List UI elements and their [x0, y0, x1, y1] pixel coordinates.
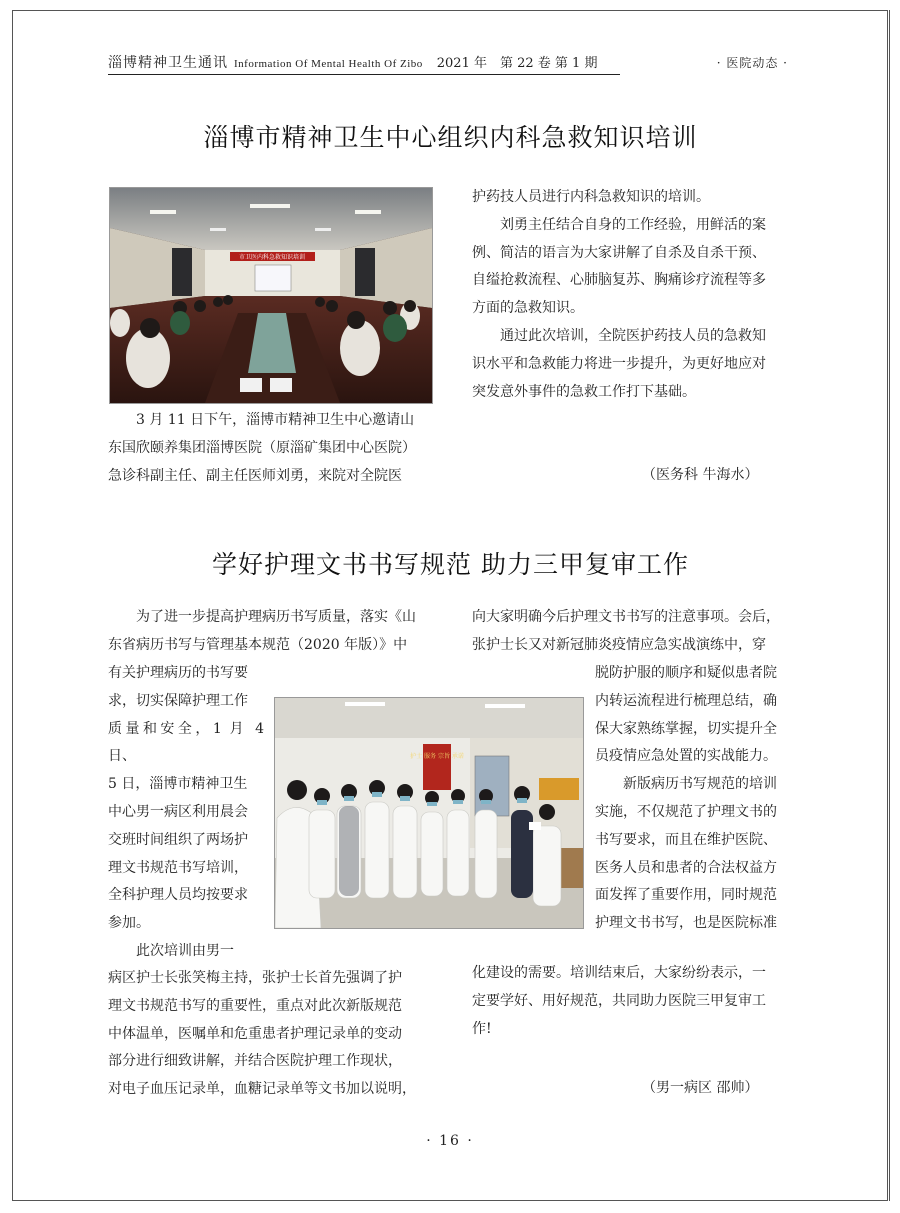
article2-left-bottom — [108, 965, 430, 1104]
page-header — [108, 54, 788, 74]
article2-title: 学好护理文书书写规范 助力三甲复审工作 — [212, 550, 689, 579]
article2-right-line: 内转运流程进行梳理总结，确 — [595, 692, 777, 709]
article2-right-bottom — [472, 960, 792, 1043]
article2-left-line: 为了进一步提高护理病历书写质量，落实《山 — [136, 609, 416, 625]
section-label: · 医院动态 · — [716, 56, 788, 70]
article2-left-narrow — [108, 660, 264, 966]
article2-right-line: 面发挥了重要作用，同时规范 — [595, 887, 777, 904]
article2-right-line: 医务人员和患者的合法权益方 — [595, 859, 777, 876]
article2-left-line: 交班时间组织了两场护 — [108, 831, 248, 848]
article2-right-line: 保大家熟练掌握，切实提升全 — [595, 720, 777, 737]
article2-right-line: 化建设的需要。培训结束后，大家纷纷表示，一 — [472, 965, 766, 981]
article1-right-line: 识水平和急救能力将进一步提升，为更好地应对 — [472, 355, 766, 372]
article2-signature: （男一病区 邵帅） — [642, 1080, 759, 1096]
article2-right-line: 护理文书书写，也是医院标准 — [595, 915, 777, 932]
right-border-rule — [889, 10, 890, 1201]
article2-right-line: 定要学好、用好规范，共同助力医院三甲复审工 — [472, 992, 766, 1009]
article2-right-line: 张护士长又对新冠肺炎疫情应急实战演练中，穿 — [472, 636, 766, 653]
article2-right-top — [472, 604, 792, 660]
article1-left-line: 急诊科副主任、副主任医师刘勇，来院对全院医 — [108, 467, 402, 484]
article2-left-line: 求，切实保障护理工作 — [108, 692, 248, 709]
article2-right-line: 新版病历书写规范的培训 — [623, 776, 777, 793]
article2-left-line: 病区护士长张笑梅主持，张护士长首先强调了护 — [108, 970, 402, 986]
article1-right-line: 例、简洁的语言为大家讲解了自杀及自杀干预、 — [472, 244, 766, 261]
article1-left-line: 3 月 11 日下午，淄博市精神卫生中心邀请山 — [136, 412, 415, 428]
journal-english-name: Information Of Mental Health Of Zibo — [234, 58, 423, 70]
article2-left-line: 质量和安全，1 月 4 日、 — [108, 720, 264, 765]
issue-info: 2021 年 第 22 卷 第 1 期 — [436, 56, 598, 71]
article2-right-line: 实施，不仅规范了护理文书的 — [595, 803, 777, 820]
article1-photo-banner-text: 市卫医内科急救知识培训 — [238, 254, 306, 261]
article1-right-line: 突发意外事件的急救工作打下基础。 — [472, 383, 696, 400]
article1-right-line: 通过此次培训，全院医护药技人员的急救知 — [500, 327, 766, 344]
article1-right-line: 护药技人员进行内科急救知识的培训。 — [472, 189, 710, 205]
header-underline — [108, 74, 620, 75]
article2-right-line: 书写要求，而且在维护医院、 — [595, 831, 777, 848]
article2-right-line: 作! — [472, 1020, 492, 1037]
article1-title: 淄博市精神卫生中心组织内科急救知识培训 — [203, 123, 698, 152]
article2-left-line: 对电子血压记录单，血糖记录单等文书加以说明， — [108, 1081, 416, 1098]
article1-left-line: 东国欣颐养集团淄博医院（原淄矿集团中心医院） — [108, 439, 416, 456]
article2-left-line: 东省病历书写与管理基本规范（2020 年版）》中 — [108, 636, 408, 653]
article1-signature: （医务科 牛海水） — [642, 467, 759, 483]
article2-photo — [274, 697, 584, 929]
article2-left-line: 中体温单，医嘱单和危重患者护理记录单的变动 — [108, 1025, 402, 1042]
journal-name: 淄博精神卫生通讯 — [108, 55, 228, 71]
article2-photo-banner-text: 护士 服务 宗旨 承诺 — [410, 753, 464, 760]
header-left — [108, 54, 597, 73]
article1-right-line: 刘勇主任结合自身的工作经验，用鲜活的案 — [500, 216, 766, 233]
article2-left-top — [108, 604, 430, 660]
page-number: · 16 · — [426, 1133, 474, 1149]
article2-right-line: 向大家明确今后护理文书书写的注意事项。会后， — [472, 609, 780, 625]
article2-left-line: 此次培训由男一 — [136, 942, 234, 959]
article2-left-line: 理文书规范书写的重要性，重点对此次新版规范 — [108, 997, 402, 1014]
article2-left-line: 部分进行细致讲解，并结合医院护理工作现状， — [108, 1053, 402, 1070]
article2-right-narrow — [595, 660, 793, 938]
article2-left-line: 理文书规范书写培训， — [108, 859, 248, 876]
article1-right-line: 方面的急救知识。 — [472, 300, 584, 317]
article2-left-line: 全科护理人员均按要求 — [108, 887, 248, 904]
article1-right-column — [472, 184, 792, 406]
article2-left-line: 中心男一病区利用晨会 — [108, 803, 248, 820]
article2-left-line: 5 日，淄博市精神卫生 — [108, 776, 248, 793]
article1-photo — [109, 187, 433, 404]
article1-left-column — [108, 407, 430, 490]
article2-left-line: 有关护理病历的书写要 — [108, 665, 248, 681]
article1-right-line: 自缢抢救流程、心肺脑复苏、胸痛诊疗流程等多 — [472, 272, 766, 289]
article2-right-line: 脱防护服的顺序和疑似患者院 — [595, 665, 777, 681]
article2-left-line: 参加。 — [108, 915, 150, 932]
article2-right-line: 员疫情应急处置的实战能力。 — [595, 748, 777, 765]
